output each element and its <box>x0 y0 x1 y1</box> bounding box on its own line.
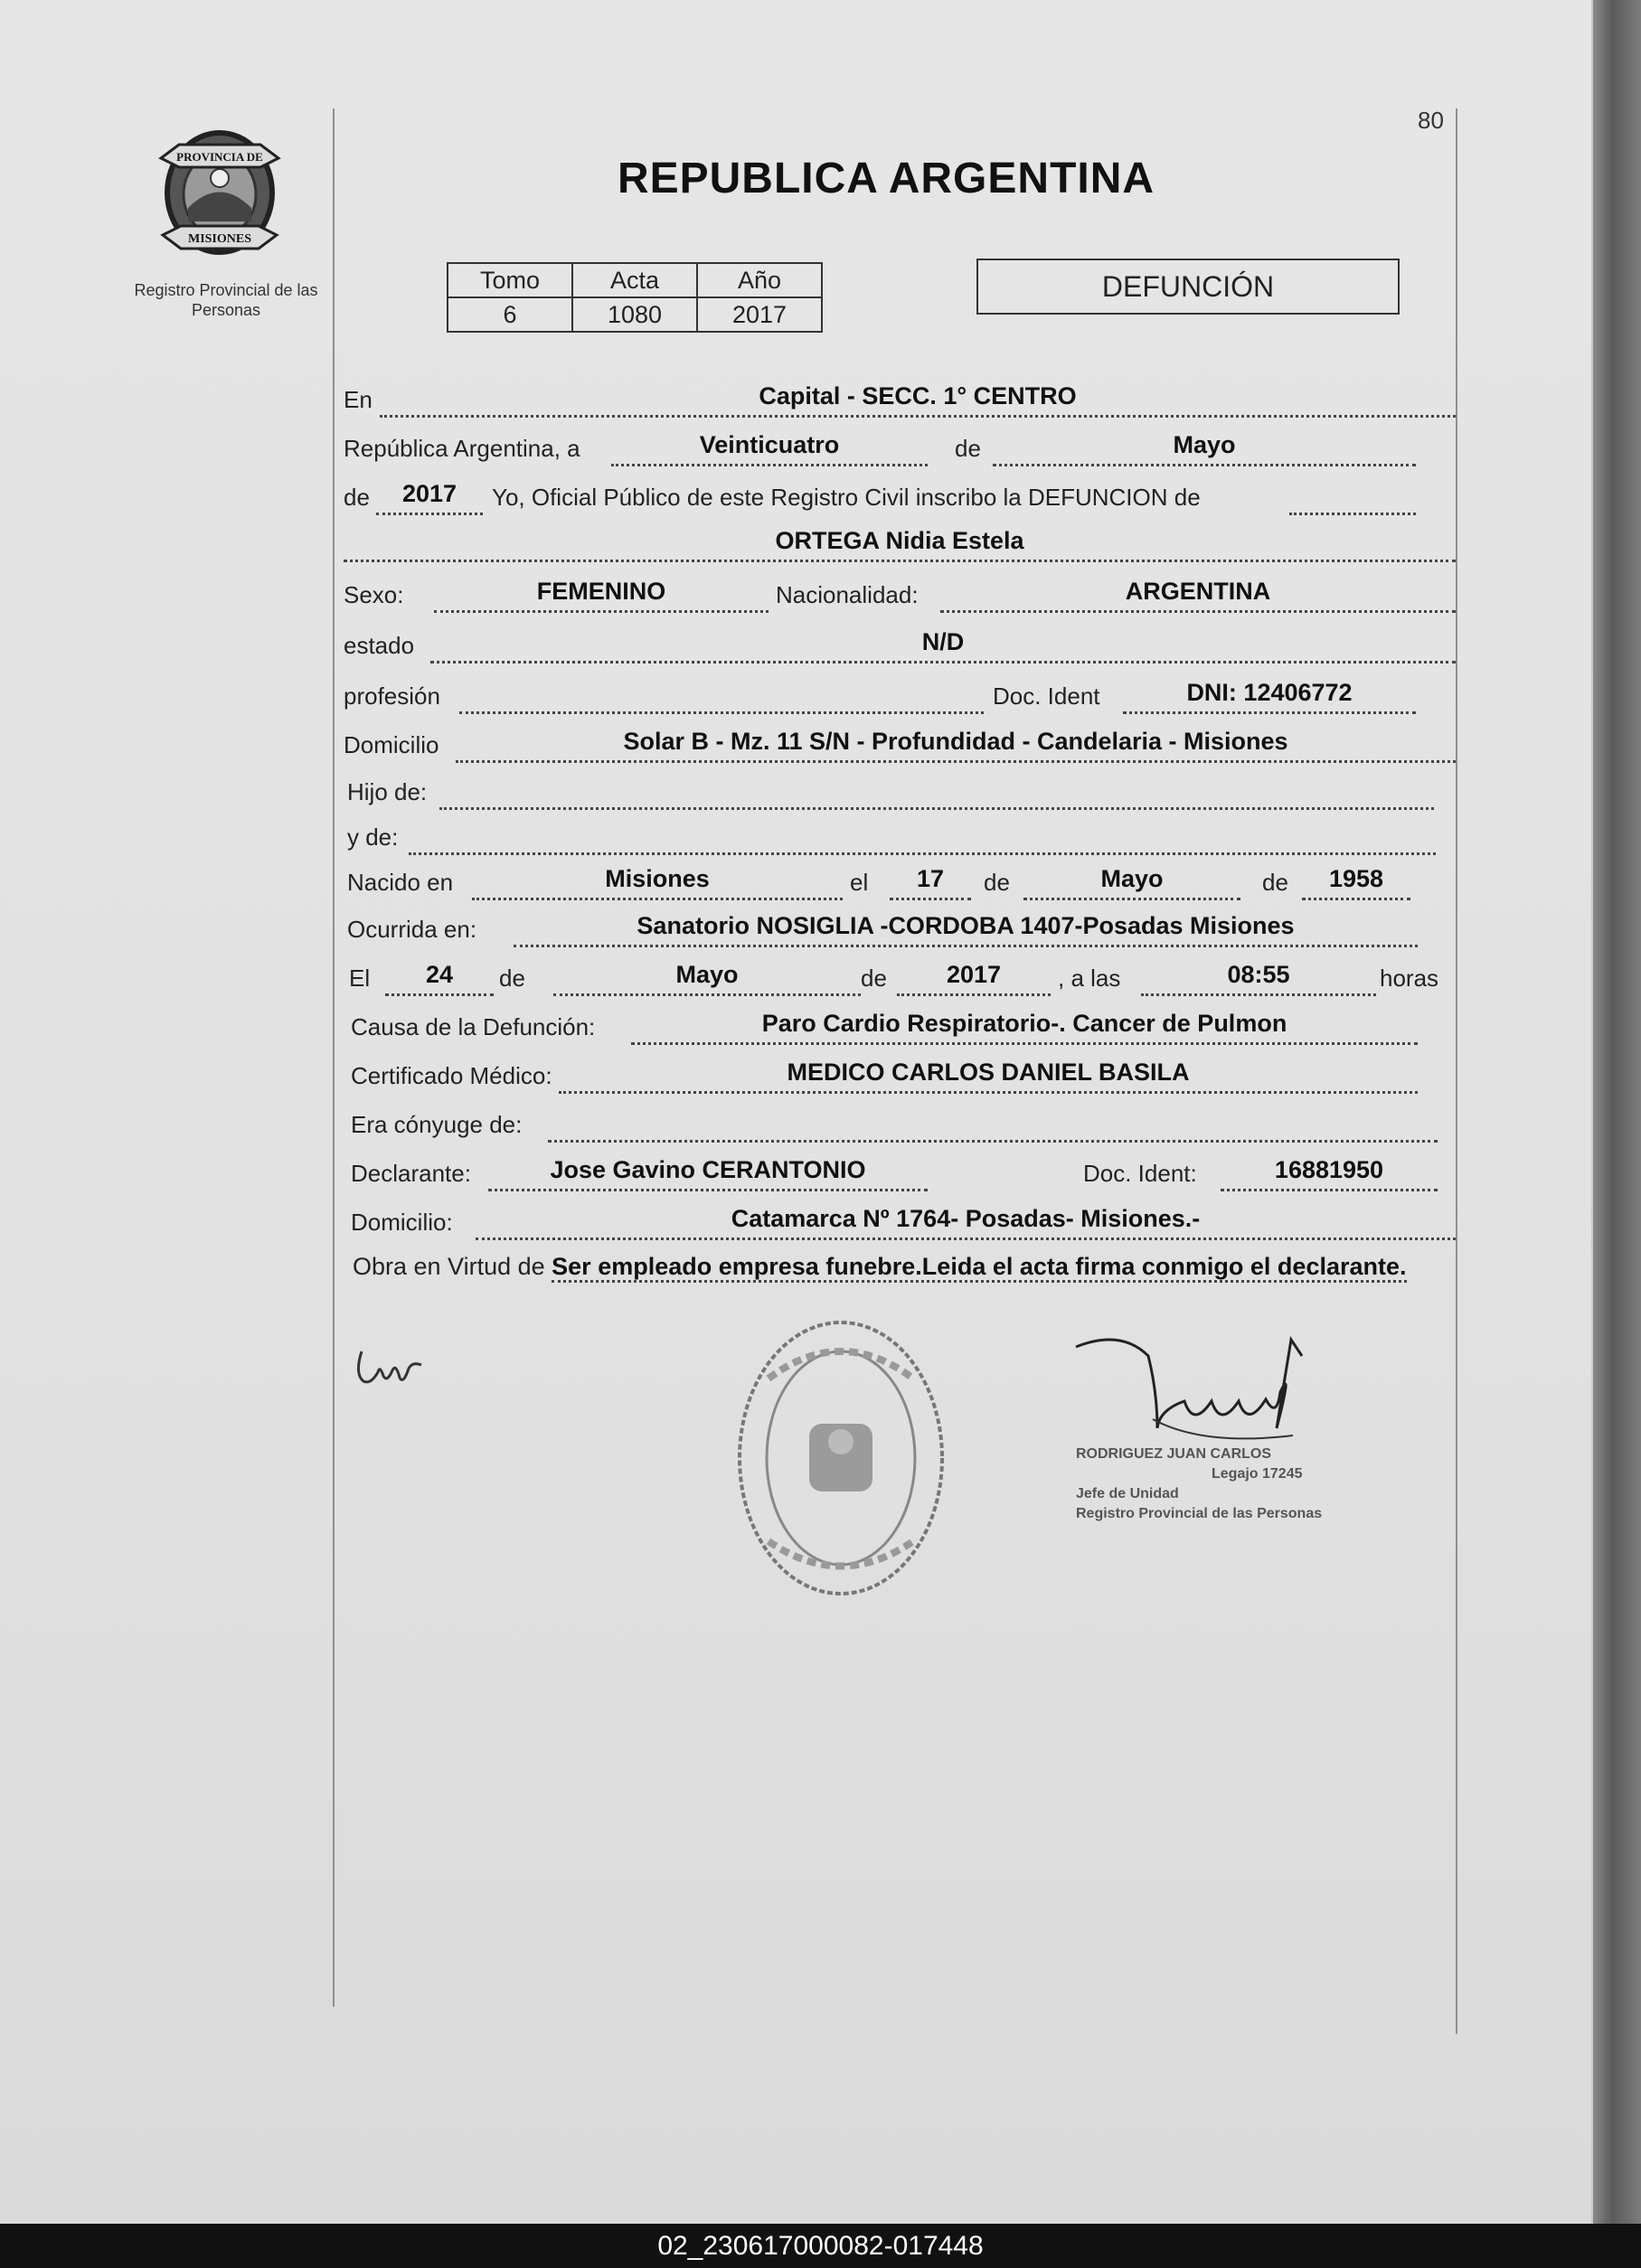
paper-edge <box>1593 0 1641 2224</box>
field-anio: 2017 <box>376 476 483 515</box>
field-def-mes: Mayo <box>553 957 861 996</box>
field-nacionalidad: ARGENTINA <box>940 574 1456 613</box>
registry-name: Registro Provincial de las Personas <box>134 281 318 319</box>
table-value-acta: 1080 <box>572 297 697 332</box>
row-sexo: Sexo: FEMENINO Nacionalidad: ARGENTINA <box>344 573 1456 615</box>
obra-en-virtud: Obra en Virtud de Ser empleado empresa funebre.Leida el acta firma conmigo el declarante. <box>353 1249 1460 1284</box>
table-value-anio: 2017 <box>697 297 822 332</box>
table-header-acta: Acta <box>572 263 697 297</box>
row-fecha-acta: República Argentina, a Veinticuatro de Mayo <box>344 427 1456 468</box>
row-nacido: Nacido en Misiones el 17 de Mayo de 1958 <box>344 861 1456 902</box>
row-estado: estado N/D <box>344 624 1456 665</box>
field-lugar: Capital - SECC. 1° CENTRO <box>380 379 1456 418</box>
field-nac-dia: 17 <box>890 861 971 900</box>
field-sexo: FEMENINO <box>434 574 769 613</box>
page-number: 80 <box>1418 107 1444 134</box>
field-def-dia: 24 <box>385 957 494 996</box>
signer-stamp: RODRIGUEZ JUAN CARLOS Legajo 17245 Jefe de Unidad Registro Provincial de las Personas <box>1076 1446 1323 1521</box>
document-title: REPUBLICA ARGENTINA <box>617 155 1155 202</box>
field-conyuge <box>548 1104 1438 1143</box>
footer-code: 02_230617000082-017448 <box>0 2224 1641 2268</box>
record-type-box: DEFUNCIÓN <box>976 259 1400 315</box>
field-estado: N/D <box>430 625 1456 663</box>
field-nac-mes: Mayo <box>1023 861 1240 900</box>
field-domicilio: Solar B - Mz. 11 S/N - Profundidad - Candelaria - Misiones <box>456 724 1456 763</box>
row-declarante: Declarante: Jose Gavino CERANTONIO Doc. Ident: 16881950 <box>344 1152 1456 1193</box>
svg-text:PROVINCIA DE: PROVINCIA DE <box>176 150 263 164</box>
row-certificado: Certificado Médico: MEDICO CARLOS DANIEL BASILA <box>344 1054 1456 1096</box>
field-declarante-domicilio: Catamarca Nº 1764- Posadas- Misiones.- <box>476 1201 1456 1240</box>
row-hijo-de: Hijo de: <box>344 770 1456 812</box>
field-nac-anio: 1958 <box>1302 861 1410 900</box>
field-dia-texto: Veinticuatro <box>611 428 928 466</box>
svg-text:MISIONES: MISIONES <box>187 232 252 246</box>
field-declarante-doc: 16881950 <box>1221 1153 1438 1191</box>
row-y-de: y de: <box>344 815 1456 857</box>
row-domicilio: Domicilio Solar B - Mz. 11 S/N - Profundidad - Candelaria - Misiones <box>344 723 1456 765</box>
field-hora: 08:55 <box>1141 957 1376 996</box>
field-obra: Ser empleado empresa funebre.Leida el acta firma conmigo el declarante. <box>552 1253 1406 1283</box>
field-inscribo-blank <box>1289 476 1416 515</box>
row-causa: Causa de la Defunción: Paro Cardio Respiratorio-. Cancer de Pulmon <box>344 1005 1456 1047</box>
field-declarante: Jose Gavino CERANTONIO <box>488 1153 928 1191</box>
table-header-anio: Año <box>697 263 822 297</box>
row-en: En Capital - SECC. 1° CENTRO <box>344 378 1456 419</box>
row-fecha-defuncion: El 24 de Mayo de 2017 , a las 08:55 horas <box>344 956 1456 998</box>
right-margin-line <box>1456 108 1457 2034</box>
registry-table <box>447 262 823 333</box>
field-certificado: MEDICO CARLOS DANIEL BASILA <box>559 1055 1418 1094</box>
row-conyuge: Era cónyuge de: <box>344 1103 1456 1144</box>
row-profesion: profesión Doc. Ident DNI: 12406772 <box>344 674 1456 716</box>
field-def-anio: 2017 <box>897 957 1051 996</box>
row-difunto <box>344 522 1456 564</box>
table-header-tomo: Tomo <box>448 263 572 297</box>
field-doc-ident: DNI: 12406772 <box>1123 675 1416 714</box>
provincial-seal-icon <box>152 122 288 271</box>
row-ocurrida: Ocurrida en: Sanatorio NOSIGLIA -CORDOBA 1407-Posadas Misiones <box>344 908 1456 949</box>
field-nacido-en: Misiones <box>472 861 843 900</box>
table-value-tomo: 6 <box>448 297 572 332</box>
field-causa: Paro Cardio Respiratorio-. Cancer de Pulmon <box>631 1006 1418 1045</box>
row-domicilio-declarante: Domicilio: Catamarca Nº 1764- Posadas- Misiones.- <box>344 1200 1456 1242</box>
field-profesion <box>459 675 984 714</box>
initials-signature-icon <box>353 1338 452 1392</box>
row-inscribo: de 2017 Yo, Oficial Público de este Registro Civil inscribo la DEFUNCION de <box>344 475 1456 517</box>
left-margin-line <box>333 108 335 2007</box>
field-ocurrida-en: Sanatorio NOSIGLIA -CORDOBA 1407-Posadas Misiones <box>514 908 1418 947</box>
field-y-de <box>409 816 1436 855</box>
field-mes: Mayo <box>993 428 1416 466</box>
field-difunto: ORTEGA Nidia Estela <box>344 523 1456 562</box>
official-stamp-icon <box>732 1315 949 1600</box>
field-hijo-de <box>439 771 1434 810</box>
